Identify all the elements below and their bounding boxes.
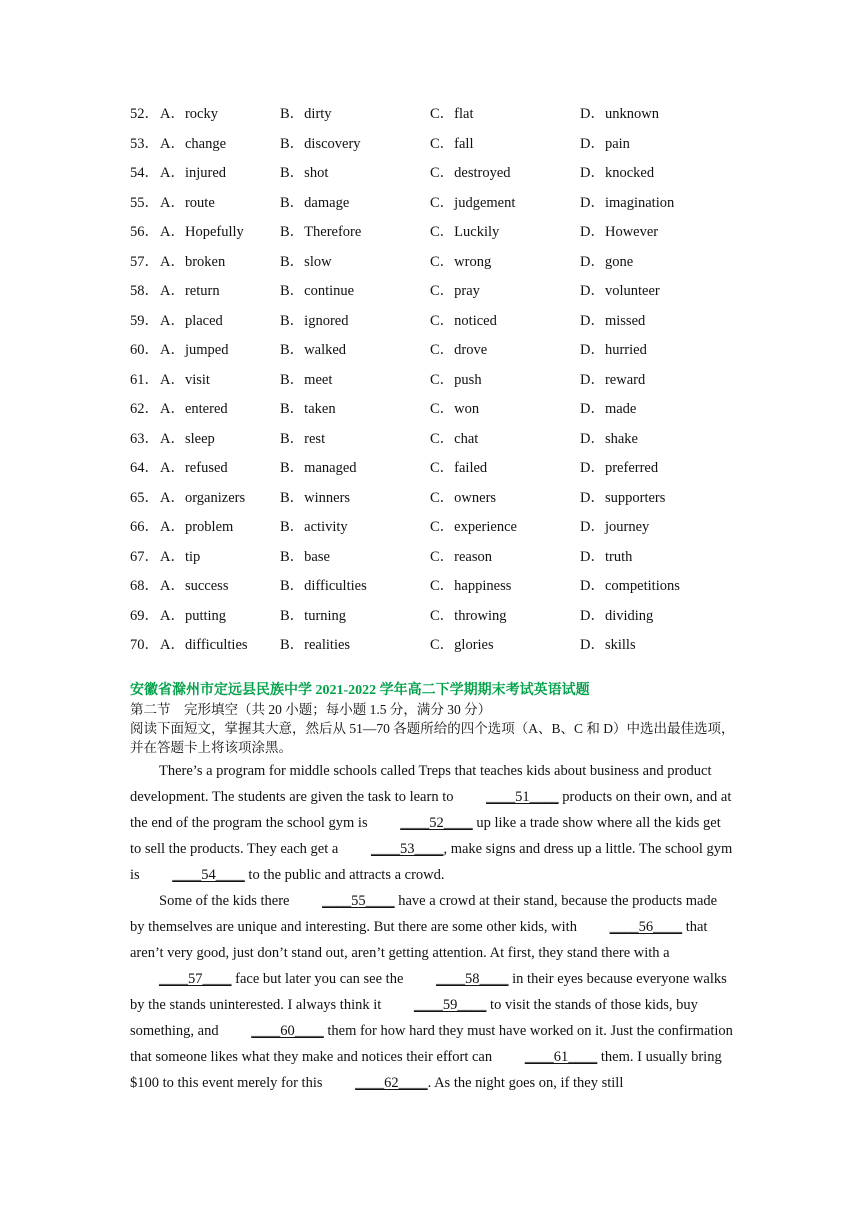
passage-text: . As the night goes on, if they still bbox=[427, 1075, 624, 1091]
question-number: 62． bbox=[130, 401, 159, 417]
option-c: C．wrong bbox=[430, 253, 492, 270]
question-number: 57． bbox=[130, 253, 159, 270]
source-title: 安徽省滁州市定远县民族中学 2021-2022 学年高二下学期期末考试英语试题 bbox=[130, 683, 590, 698]
question-number: 59． bbox=[130, 312, 159, 329]
option-a: A．difficulties bbox=[160, 637, 248, 653]
cloze-section bbox=[130, 682, 735, 1096]
option-b: B．difficulties bbox=[280, 578, 367, 594]
option-d: D．missed bbox=[580, 312, 646, 329]
option-b: B．taken bbox=[280, 401, 336, 417]
option-c: C．fall bbox=[430, 135, 474, 152]
option-c: C．destroyed bbox=[430, 165, 511, 181]
option-b: B．meet bbox=[280, 371, 333, 388]
option-d: D．preferred bbox=[580, 460, 659, 476]
option-d: D．imagination bbox=[580, 194, 675, 211]
option-a: A．placed bbox=[160, 312, 223, 329]
passage-text: them. I usually bring $100 to this event merely for this bbox=[130, 1049, 722, 1091]
option-a: A．rocky bbox=[160, 106, 218, 122]
question-row bbox=[130, 631, 750, 661]
passage-text: that aren’t very good, just don’t stand out, aren’t getting attention. At first, they stand there with a bbox=[130, 919, 708, 961]
option-d: D．competitions bbox=[580, 578, 680, 594]
answer-blank: ____52____ bbox=[400, 815, 473, 831]
option-d: D．skills bbox=[580, 637, 636, 653]
answer-blank: ____59____ bbox=[413, 997, 487, 1013]
option-a: A．injured bbox=[160, 165, 227, 181]
answer-blank: ____58____ bbox=[436, 971, 509, 987]
option-d: D．journey bbox=[580, 519, 650, 535]
option-b: B．ignored bbox=[280, 312, 349, 329]
option-c: C．chat bbox=[430, 430, 479, 447]
passage-text: have a crowd at their stand, because the products made by themselves are unique and interesting. But there are some other kids, with bbox=[130, 893, 718, 935]
question-row bbox=[130, 130, 750, 160]
option-c: C．owners bbox=[430, 489, 497, 506]
option-b: B．discovery bbox=[280, 135, 361, 152]
option-c: C．failed bbox=[430, 460, 488, 476]
answer-blank: ____51____ bbox=[486, 789, 559, 805]
answer-blank: ____62____ bbox=[355, 1075, 428, 1091]
option-b: B．damage bbox=[280, 194, 350, 211]
answer-blank: ____56____ bbox=[609, 919, 683, 935]
option-a: A．refused bbox=[160, 460, 228, 476]
question-number: 53． bbox=[130, 135, 159, 152]
option-a: A．visit bbox=[160, 371, 210, 388]
passage-text: to visit the stands of those kids, buy something, and bbox=[130, 997, 698, 1039]
option-c: C．throwing bbox=[430, 607, 507, 624]
option-b: B．rest bbox=[280, 430, 326, 447]
section-instructions: 阅读下面短文，掌握其大意，然后从 51—70 各题所给的四个选项（A、B、C 和 D）中选出最佳选项，并在答题卡上将该项涂黑。 bbox=[130, 721, 735, 755]
option-c: C．noticed bbox=[430, 312, 497, 329]
option-d: D．unknown bbox=[580, 106, 659, 122]
answer-blank: ____60____ bbox=[251, 1023, 324, 1039]
passage-paragraph bbox=[130, 888, 735, 1096]
option-b: B．base bbox=[280, 548, 330, 565]
passage-text: them for how hard they must have worked on it. Just the confirmation that someone likes what they make and notices their effort can bbox=[130, 1023, 733, 1065]
answer-blank: ____57____ bbox=[159, 971, 232, 987]
passage-text: in their eyes because everyone walks by the stands uninterested. I always think it bbox=[130, 971, 727, 1013]
option-a: A．entered bbox=[160, 401, 228, 417]
option-b: B．winners bbox=[280, 489, 351, 506]
passage-text: , make signs and dress up a little. The school gym is bbox=[130, 841, 733, 883]
option-c: C．glories bbox=[430, 637, 494, 653]
option-a: A．sleep bbox=[160, 430, 215, 447]
option-c: C．judgement bbox=[430, 194, 516, 211]
option-c: C．drove bbox=[430, 342, 488, 358]
option-a: A．success bbox=[160, 578, 229, 594]
question-number: 60． bbox=[130, 342, 159, 358]
option-c: C．push bbox=[430, 371, 482, 388]
question-row bbox=[130, 366, 750, 396]
question-row bbox=[130, 602, 750, 632]
option-a: A．jumped bbox=[160, 342, 229, 358]
option-b: B．managed bbox=[280, 460, 357, 476]
passage-text: There’s a program for middle schools called Treps that teaches kids about business and product development. The students are given the task to learn to bbox=[130, 763, 712, 805]
option-c: C．Luckily bbox=[430, 224, 500, 240]
question-number: 56． bbox=[130, 224, 159, 240]
option-d: D．volunteer bbox=[580, 283, 660, 299]
question-row bbox=[130, 513, 750, 543]
option-c: C．reason bbox=[430, 548, 493, 565]
question-number: 64． bbox=[130, 460, 159, 476]
question-row bbox=[130, 484, 750, 514]
question-row bbox=[130, 159, 750, 189]
option-d: D．However bbox=[580, 224, 659, 240]
question-row bbox=[130, 454, 750, 484]
option-d: D．dividing bbox=[580, 607, 654, 624]
passage-text: Some of the kids there bbox=[159, 893, 294, 909]
question-number: 63． bbox=[130, 430, 159, 447]
option-d: D．knocked bbox=[580, 165, 655, 181]
option-d: D．shake bbox=[580, 430, 638, 447]
question-row bbox=[130, 543, 750, 573]
question-row bbox=[130, 277, 750, 307]
option-a: A．return bbox=[160, 283, 220, 299]
passage-text: products on their own, and at the end of the program the school gym is bbox=[130, 789, 732, 831]
question-row bbox=[130, 336, 750, 366]
question-number: 58． bbox=[130, 283, 159, 299]
question-row bbox=[130, 425, 750, 455]
question-row bbox=[130, 307, 750, 337]
option-b: B．dirty bbox=[280, 106, 332, 122]
answer-blank: ____55____ bbox=[322, 893, 395, 909]
question-number: 66． bbox=[130, 519, 159, 535]
question-number: 54． bbox=[130, 165, 159, 181]
option-b: B．continue bbox=[280, 283, 355, 299]
question-number: 69． bbox=[130, 607, 159, 624]
question-row bbox=[130, 395, 750, 425]
option-b: B．activity bbox=[280, 519, 348, 535]
option-d: D．supporters bbox=[580, 489, 666, 506]
option-b: B．slow bbox=[280, 253, 332, 270]
option-d: D．truth bbox=[580, 548, 633, 565]
question-number: 55． bbox=[130, 194, 159, 211]
question-row bbox=[130, 248, 750, 278]
option-c: C．happiness bbox=[430, 578, 512, 594]
passage-paragraph bbox=[130, 758, 735, 888]
option-c: C．flat bbox=[430, 106, 474, 122]
section-heading: 第二节 完形填空（共 20 小题；每小题 1.5 分，满分 30 分） bbox=[130, 702, 492, 717]
question-number: 65． bbox=[130, 489, 159, 506]
passage-text: up like a trade show where all the kids get to sell the products. They each get a bbox=[130, 815, 721, 857]
option-c: C．experience bbox=[430, 519, 517, 535]
question-row bbox=[130, 189, 750, 219]
answer-blank: ____54____ bbox=[172, 867, 245, 883]
passage bbox=[130, 758, 735, 1096]
option-c: C．won bbox=[430, 401, 480, 417]
answer-blank: ____53____ bbox=[370, 841, 444, 857]
passage-text: to the public and attracts a crowd. bbox=[244, 867, 445, 883]
options-list bbox=[130, 100, 750, 661]
option-a: A．organizers bbox=[160, 489, 246, 506]
passage-text: face but later you can see the bbox=[231, 971, 408, 987]
option-c: C．pray bbox=[430, 283, 480, 299]
option-b: B．turning bbox=[280, 607, 347, 624]
option-a: A．change bbox=[160, 135, 227, 152]
question-number: 52． bbox=[130, 106, 159, 122]
option-a: A．tip bbox=[160, 548, 201, 565]
option-d: D．made bbox=[580, 401, 637, 417]
question-number: 70． bbox=[130, 637, 159, 653]
option-a: A．broken bbox=[160, 253, 226, 270]
question-number: 68． bbox=[130, 578, 159, 594]
answer-blank: ____61____ bbox=[524, 1049, 598, 1065]
question-number: 61． bbox=[130, 371, 159, 388]
option-b: B．realities bbox=[280, 637, 351, 653]
question-row bbox=[130, 218, 750, 248]
option-b: B．Therefore bbox=[280, 224, 362, 240]
question-row bbox=[130, 100, 750, 130]
option-b: B．shot bbox=[280, 165, 329, 181]
option-b: B．walked bbox=[280, 342, 347, 358]
option-a: A．Hopefully bbox=[160, 224, 244, 240]
option-d: D．reward bbox=[580, 371, 646, 388]
option-a: A．problem bbox=[160, 519, 234, 535]
option-a: A．route bbox=[160, 194, 215, 211]
question-row bbox=[130, 572, 750, 602]
option-d: D．hurried bbox=[580, 342, 647, 358]
option-d: D．gone bbox=[580, 253, 634, 270]
option-a: A．putting bbox=[160, 607, 227, 624]
question-number: 67． bbox=[130, 548, 159, 565]
option-d: D．pain bbox=[580, 135, 630, 152]
